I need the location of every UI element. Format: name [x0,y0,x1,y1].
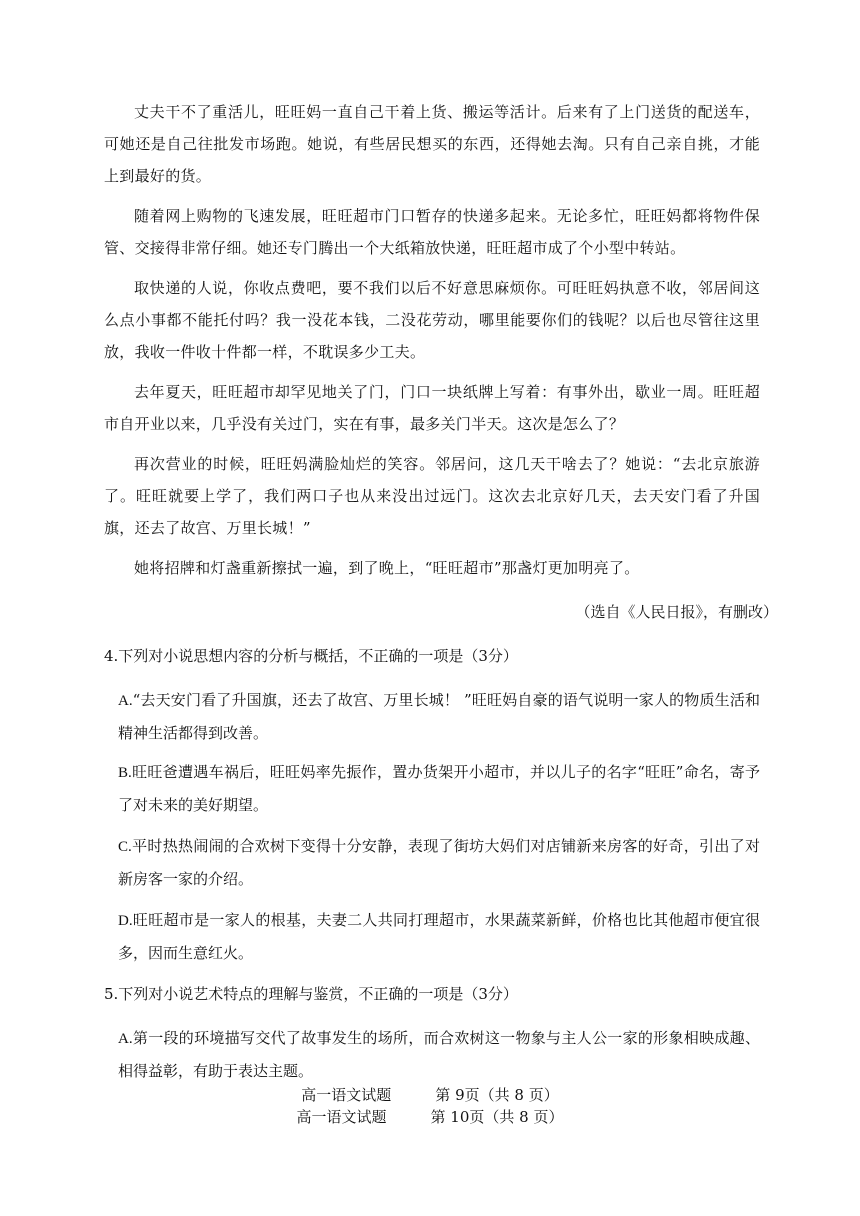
option-letter: A. [118,1031,133,1047]
footer-page-number: 第 10页（共 8 页） [430,1108,564,1126]
option-text: 第一段的环境描写交代了故事发生的场所，而合欢树这一物象与主人公一家的形象相映成趣、相得益彰，有助于表达主题。 [118,1029,760,1080]
passage-paragraph-3: 取快递的人说，你收点费吧，要不我们以后不好意思麻烦你。可旺旺妈执意不收，邻居间这么点小事都不能托付吗？我一没花本钱，二没花劳动，哪里能要你们的钱呢？以后也尽管往这里放，我收一件收十件都一样，不耽误多少工夫。 [104,279,760,361]
question-4-option-a [118,684,760,749]
option-text: “去天安门看了升国旗，还去了故宫、万里长城！ ”旺旺妈自豪的语气说明一家人的物质生活和精神生活都得到改善。 [118,691,760,742]
passage-paragraph-6: 她将招牌和灯盏重新擦拭一遍，到了晚上，“旺旺超市”那盏灯更加明亮了。 [134,559,640,577]
passage-paragraph-4: 去年夏天，旺旺超市却罕见地关了门，门口一块纸牌上写着：有事外出，歇业一周。旺旺超市自开业以来，几乎没有关过门，实在有事，最多关门半天。这次是怎么了？ [104,383,760,433]
option-letter: A. [118,693,133,709]
footer-title: 高一语文试题 [296,1108,387,1126]
option-text: 平时热热闹闹的合欢树下变得十分安静，表现了街坊大妈们对店铺新来房客的好奇，引出了对新房客一家的介绍。 [118,837,760,888]
footer-page-number: 第 9页（共 8 页） [435,1086,559,1104]
question-4-option-d [118,904,760,969]
footer-title: 高一语文试题 [301,1086,392,1104]
option-letter: C. [118,839,132,855]
page-footer-line-1 [0,1085,860,1105]
passage-paragraph-2: 随着网上购物的飞速发展，旺旺超市门口暂存的快递多起来。无论多忙，旺旺妈都将物件保管、交接得非常仔细。她还专门腾出一个大纸箱放快递，旺旺超市成了个小型中转站。 [104,207,760,257]
page-footer-line-2 [0,1107,860,1127]
question-5-option-a [118,1022,760,1087]
question-4-option-b [118,756,760,821]
passage-paragraph-5: 再次营业的时候，旺旺妈满脸灿烂的笑容。邻居问，这几天干啥去了？她说：“去北京旅游了。旺旺就要上学了，我们两口子也从来没出过远门。这次去北京好几天，去天安门看了升国旗，还去了故宫、万里长城！” [104,455,760,537]
passage-source: （选自《人民日报》，有删改） [575,603,778,621]
question-4-stem: 4.下列对小说思想内容的分析与概括，不正确的一项是（3分） [104,647,518,665]
option-letter: B. [118,765,132,781]
option-text: 旺旺爸遭遇车祸后，旺旺妈率先振作，置办货架开小超市，并以儿子的名字“旺旺”命名，寄予了对未来的美好期望。 [118,763,760,814]
option-text: 旺旺超市是一家人的根基，夫妻二人共同打理超市，水果蔬菜新鲜，价格也比其他超市便宜很多，因而生意红火。 [118,911,760,962]
passage-paragraph-1: 丈夫干不了重活儿，旺旺妈一直自己干着上货、搬运等活计。后来有了上门送货的配送车，可她还是自己往批发市场跑。她说，有些居民想买的东西，还得她去淘。只有自己亲自挑，才能上到最好的货。 [104,103,760,185]
option-letter: D. [118,913,133,929]
question-4-option-c [118,830,760,895]
question-5-stem: 5.下列对小说艺术特点的理解与鉴赏，不正确的一项是（3分） [104,985,518,1003]
